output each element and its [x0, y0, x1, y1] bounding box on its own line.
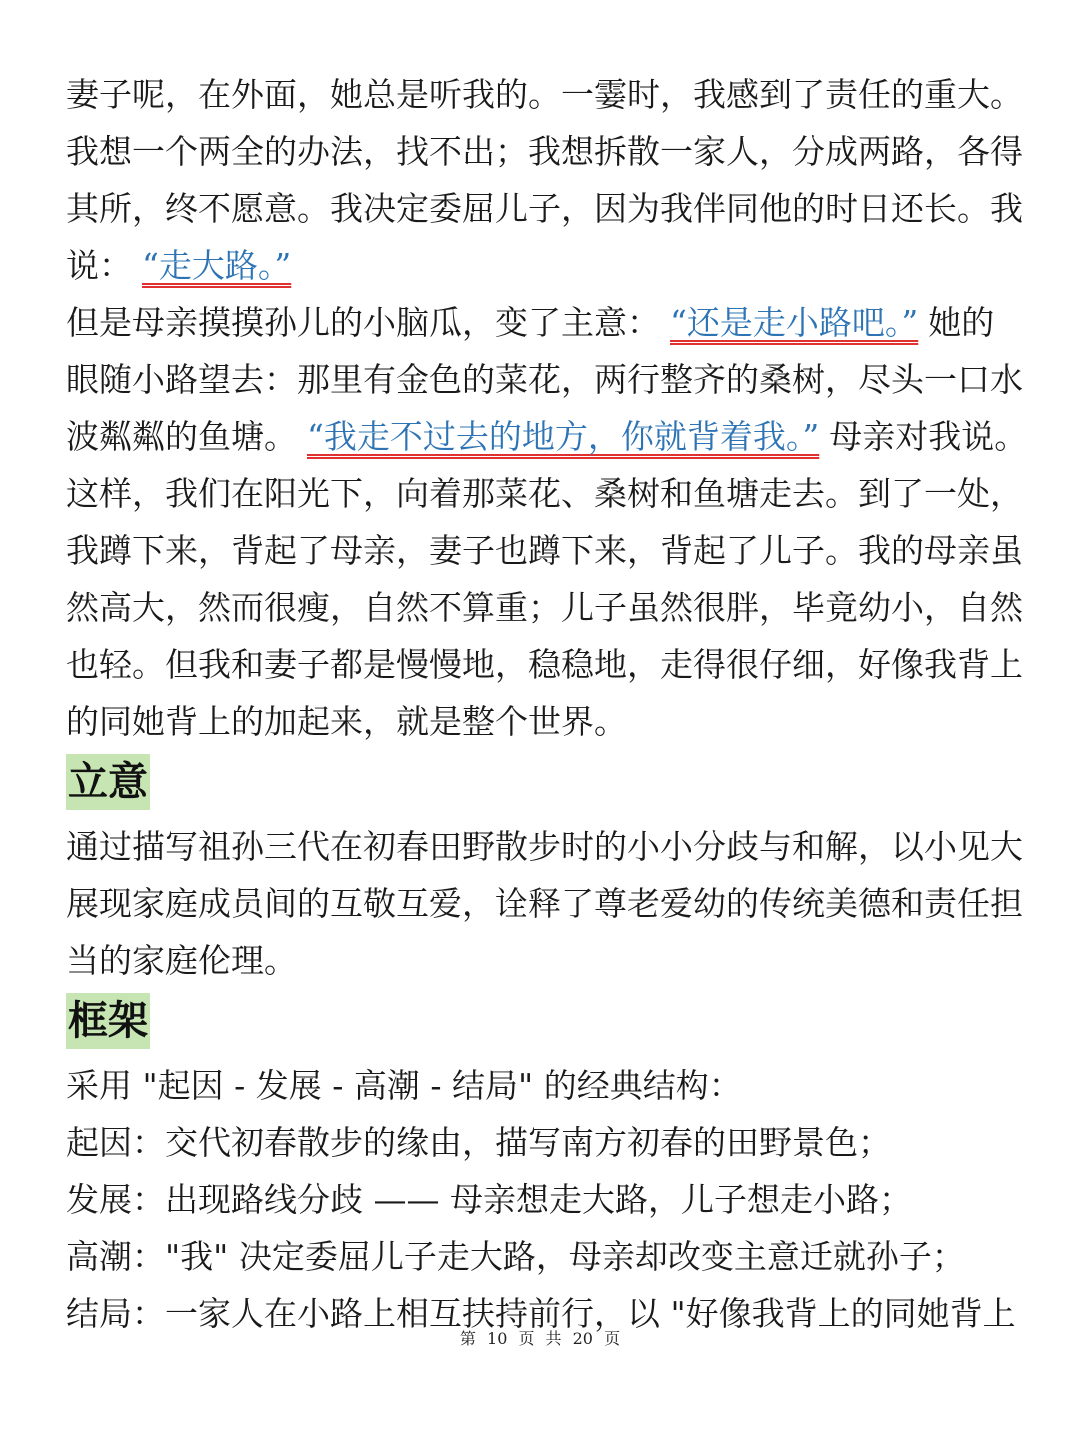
text-line: 我蹲下来，背起了母亲，妻子也蹲下来，背起了儿子。我的母亲虽 — [66, 531, 1023, 570]
text-line — [66, 237, 1016, 294]
text-line: 我想一个两全的办法，找不出；我想拆散一家人，分成两路，各得 — [66, 132, 1023, 171]
text-segment: 波粼粼的鱼塘。 — [66, 417, 297, 456]
text-segment: 母亲对我说。 — [829, 417, 1028, 456]
text-segment: 说： — [66, 246, 132, 285]
highlighted-quote: “我走不过去的地方，你就背着我。” — [307, 417, 820, 456]
text-segment: 但是母亲摸摸孙儿的小脑瓜，变了主意： — [66, 303, 660, 342]
document-body — [66, 66, 1028, 1342]
text-line: 这样，我们在阳光下，向着那菜花、桑树和鱼塘走去。到了一处， — [66, 474, 1023, 513]
text-segment: 她的 — [928, 303, 995, 342]
text-line: 其所，终不愿意。我决定委屈儿子，因为我伴同他的时日还长。我 — [66, 189, 1023, 228]
section-heading-wrap — [66, 993, 1016, 1053]
text-line: 妻子呢，在外面，她总是听我的。一霎时，我感到了责任的重大。 — [66, 75, 1023, 114]
highlighted-quote: “还是走小路吧。” — [670, 303, 919, 342]
text-line: 展现家庭成员间的互敬互爱，诠释了尊老爱幼的传统美德和责任担 — [66, 884, 1023, 923]
text-line: 当的家庭伦理。 — [66, 941, 297, 980]
text-line: 发展：出现路线分歧 —— 母亲想走大路，儿子想走小路； — [66, 1180, 912, 1219]
text-line — [66, 294, 1016, 351]
page-footer: 第 10 页 共 20 页 — [459, 1329, 621, 1348]
text-line: 采用 "起因 - 发展 - 高潮 - 结局" 的经典结构： — [66, 1066, 742, 1105]
text-line: 结局：一家人在小路上相互扶持前行，以 "好像我背上的同她背上 — [66, 1294, 1016, 1333]
text-line: 起因：交代初春散步的缘由，描写南方初春的田野景色； — [66, 1123, 891, 1162]
text-line: 的同她背上的加起来，就是整个世界。 — [66, 702, 627, 741]
text-line: 通过描写祖孙三代在初春田野散步时的小小分歧与和解，以小见大 — [66, 827, 1023, 866]
text-line: 眼随小路望去：那里有金色的菜花，两行整齐的桑树，尽头一口水 — [66, 360, 1023, 399]
text-line: 也轻。但我和妻子都是慢慢地，稳稳地，走得很仔细，好像我背上 — [66, 645, 1023, 684]
section-heading-frame: 框架 — [66, 993, 150, 1049]
section-heading-wrap — [66, 754, 1016, 814]
text-line: 然高大，然而很瘦，自然不算重；儿子虽然很胖，毕竟幼小，自然 — [66, 588, 1023, 627]
text-line: 高潮："我" 决定委屈儿子走大路，母亲却改变主意迁就孙子； — [66, 1237, 965, 1276]
highlighted-quote: “走大路。” — [142, 246, 292, 285]
section-heading-theme: 立意 — [66, 754, 150, 810]
text-line — [66, 408, 1028, 465]
